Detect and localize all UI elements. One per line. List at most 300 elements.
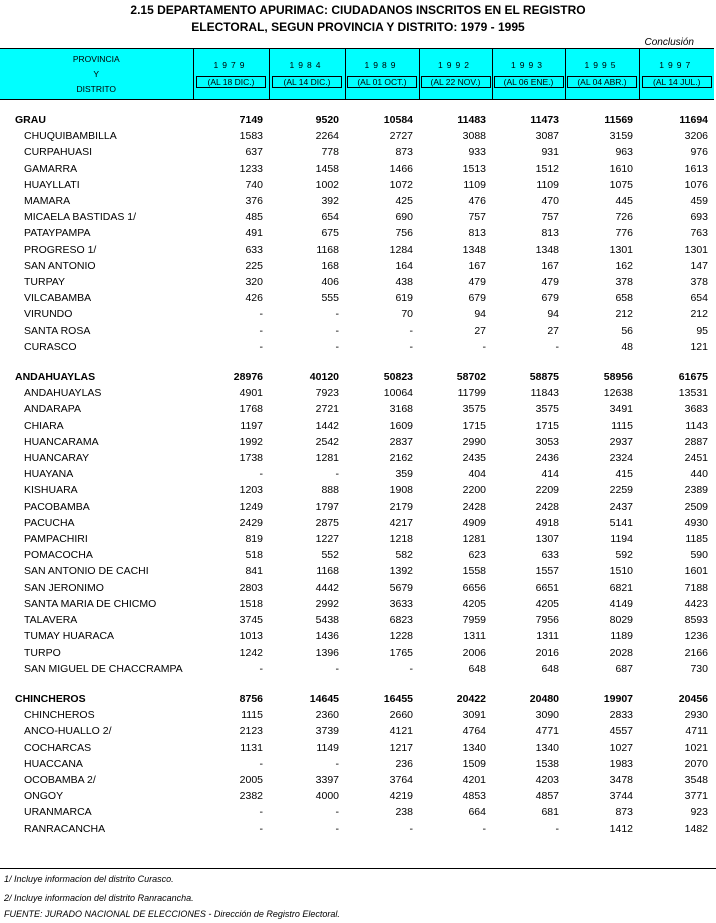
district-value-cell: 1072 — [389, 178, 413, 191]
district-value-cell: 376 — [245, 195, 263, 208]
district-value-cell: 479 — [468, 276, 486, 289]
header-year: 1993 — [511, 60, 546, 70]
empty-cell — [639, 677, 714, 691]
report-title-line-1: 2.15 DEPARTAMENTO APURIMAC: CIUDADANOS INSCRITOS EN EL REGISTRO — [130, 3, 586, 17]
district-row — [0, 612, 714, 628]
district-value-cell: 1458 — [315, 162, 339, 175]
district-value-cell: 1482 — [684, 822, 708, 835]
district-value-cell: 693 — [690, 211, 708, 224]
district-value-cell: 4000 — [315, 790, 339, 803]
district-value-cell: 1518 — [239, 597, 263, 610]
district-value-cell: 479 — [541, 276, 559, 289]
district-value-cell: 1512 — [535, 162, 559, 175]
district-value-cell: 1013 — [239, 630, 263, 643]
district-value-cell: 168 — [321, 259, 339, 272]
district-value-cell: 3159 — [609, 130, 633, 143]
header-date: (AL 14 JUL.) — [642, 76, 712, 88]
district-name: PACUCHA — [24, 516, 75, 529]
district-value-cell: 238 — [395, 806, 413, 819]
header-year-1995 — [565, 49, 639, 100]
district-name: TURPAY — [24, 276, 66, 289]
district-name: ANCO-HUALLO 2/ — [24, 725, 112, 738]
district-value-cell: 1228 — [389, 630, 413, 643]
district-value-cell: 552 — [321, 549, 339, 562]
district-value-cell: 2435 — [462, 452, 486, 465]
empty-cell — [565, 355, 639, 369]
district-value-cell: 48 — [621, 340, 633, 353]
district-value-cell: 1203 — [239, 484, 263, 497]
district-value-cell: 11799 — [457, 387, 486, 400]
district-value-cell: 555 — [321, 292, 339, 305]
district-row — [0, 306, 714, 322]
district-name: TALAVERA — [24, 614, 78, 627]
district-value-cell: 2990 — [462, 435, 486, 448]
district-value-cell: 3683 — [684, 403, 708, 416]
district-name: SANTA ROSA — [24, 324, 91, 337]
district-row — [0, 499, 714, 515]
header-year-1989 — [345, 49, 419, 100]
district-value-cell: 3090 — [535, 709, 559, 722]
district-value-cell: - — [259, 308, 263, 321]
province-name: ANDAHUAYLAS — [15, 371, 96, 384]
district-value-cell: 415 — [615, 468, 633, 481]
district-name: HUANCARAY — [24, 452, 90, 465]
district-value-cell: 4205 — [535, 597, 559, 610]
district-value-cell: 1281 — [315, 452, 339, 465]
district-value-cell: 1109 — [536, 178, 559, 191]
district-value-cell: 623 — [468, 549, 486, 562]
district-value-cell: 2937 — [609, 435, 633, 448]
district-name: RANRACANCHA — [24, 822, 106, 835]
district-row — [0, 177, 714, 193]
province-total-cell: 40120 — [309, 371, 339, 384]
district-value-cell: 2428 — [462, 500, 486, 513]
district-value-cell: 485 — [245, 211, 263, 224]
district-value-cell: 406 — [321, 276, 339, 289]
district-value-cell: 2389 — [684, 484, 708, 497]
header-year-1992 — [419, 49, 492, 100]
district-value-cell: 121 — [690, 340, 708, 353]
empty-cell — [193, 677, 269, 691]
district-value-cell: 12638 — [603, 387, 633, 400]
province-total-cell: 58702 — [456, 371, 486, 384]
district-value-cell: 212 — [615, 308, 633, 321]
district-value-cell: 147 — [690, 259, 708, 272]
province-name: GRAU — [15, 114, 46, 126]
district-value-cell: 2803 — [239, 581, 263, 594]
district-name: COCHARCAS — [24, 741, 92, 754]
district-value-cell: 3548 — [684, 773, 708, 786]
province-total-cell: 7149 — [239, 114, 263, 126]
district-value-cell: 491 — [245, 227, 263, 240]
district-value-cell: 1242 — [239, 646, 263, 659]
district-value-cell: - — [555, 340, 559, 353]
district-value-cell: 1601 — [684, 565, 708, 578]
district-value-cell: 1075 — [609, 178, 633, 191]
district-value-cell: 426 — [245, 292, 263, 305]
district-value-cell: 1340 — [462, 741, 486, 754]
province-total-cell: 10584 — [383, 114, 413, 126]
district-name: SAN MIGUEL DE CHACCRAMPA — [24, 662, 183, 675]
district-value-cell: 2833 — [609, 709, 633, 722]
district-value-cell: 1115 — [611, 419, 633, 432]
header-year-1984 — [269, 49, 345, 100]
district-value-cell: 1442 — [315, 419, 339, 432]
district-value-cell: 582 — [395, 549, 413, 562]
district-value-cell: 4442 — [315, 581, 339, 594]
province-total-cell: 61675 — [678, 371, 708, 384]
district-value-cell: 2436 — [535, 452, 559, 465]
district-value-cell: 4217 — [389, 516, 413, 529]
district-value-cell: - — [335, 822, 339, 835]
district-value-cell: 2992 — [315, 597, 339, 610]
district-value-cell: 813 — [541, 227, 559, 240]
district-value-cell: 675 — [321, 227, 339, 240]
district-row — [0, 804, 714, 820]
district-value-cell: 1197 — [240, 419, 263, 432]
district-value-cell: 976 — [690, 146, 708, 159]
district-name: CHUQUIBAMBILLA — [24, 130, 117, 143]
district-value-cell: 4930 — [684, 516, 708, 529]
district-row — [0, 547, 714, 563]
district-row — [0, 323, 714, 339]
district-value-cell: 1311 — [463, 630, 486, 643]
district-value-cell: 654 — [321, 211, 339, 224]
source-note: FUENTE: JURADO NACIONAL DE ELECCIONES - Dirección de Registro Electoral. — [4, 909, 340, 919]
district-value-cell: - — [335, 324, 339, 337]
district-value-cell: 2005 — [239, 773, 263, 786]
district-row — [0, 756, 714, 772]
district-value-cell: 225 — [245, 259, 263, 272]
district-value-cell: 1249 — [239, 500, 263, 513]
district-row — [0, 144, 714, 160]
district-value-cell: 2006 — [462, 646, 486, 659]
district-value-cell: 320 — [245, 276, 263, 289]
district-value-cell: 1301 — [684, 243, 708, 256]
district-name: HUAYLLATI — [24, 178, 80, 191]
empty-cell — [193, 100, 269, 113]
district-value-cell: 1609 — [389, 419, 413, 432]
district-value-cell: 2451 — [684, 452, 708, 465]
district-row — [0, 339, 714, 355]
district-row — [0, 401, 714, 417]
district-name: SANTA MARIA DE CHICMO — [24, 597, 157, 610]
province-total-cell: 20456 — [678, 692, 708, 705]
district-value-cell: 1908 — [389, 484, 413, 497]
district-value-cell: 4901 — [239, 387, 263, 400]
district-value-cell: 1538 — [535, 757, 559, 770]
district-value-cell: 726 — [615, 211, 633, 224]
district-value-cell: 1194 — [610, 533, 633, 546]
district-value-cell: 2727 — [389, 130, 413, 143]
district-value-cell: 757 — [541, 211, 559, 224]
district-value-cell: 2200 — [462, 484, 486, 497]
district-value-cell: 3771 — [684, 790, 708, 803]
district-name: SAN ANTONIO — [24, 259, 96, 272]
empty-cell — [0, 100, 193, 113]
district-value-cell: 4771 — [535, 725, 559, 738]
district-value-cell: - — [482, 822, 486, 835]
district-name: CURPAHUASI — [24, 146, 93, 159]
district-name: POMACOCHA — [24, 549, 93, 562]
district-value-cell: - — [409, 822, 413, 835]
header-year-1997 — [639, 49, 714, 100]
district-value-cell: 13531 — [678, 387, 708, 400]
district-name: PACOBAMBA — [24, 500, 90, 513]
header-date: (AL 01 OCT.) — [347, 76, 417, 88]
district-value-cell: 8593 — [684, 614, 708, 627]
district-value-cell: 4853 — [462, 790, 486, 803]
district-value-cell: 7188 — [684, 581, 708, 594]
district-value-cell: 3764 — [389, 773, 413, 786]
district-row — [0, 596, 714, 612]
district-value-cell: 1983 — [609, 757, 633, 770]
district-value-cell: - — [259, 806, 263, 819]
empty-cell — [492, 100, 565, 113]
footnote-1: 1/ Incluye informacion del distrito Curasco. — [4, 874, 174, 884]
district-row — [0, 466, 714, 482]
district-value-cell: 2382 — [239, 790, 263, 803]
district-row — [0, 723, 714, 739]
empty-cell — [0, 355, 193, 369]
empty-cell — [565, 677, 639, 691]
district-value-cell: - — [555, 822, 559, 835]
district-value-cell: 2542 — [315, 435, 339, 448]
district-value-cell: 7923 — [315, 387, 339, 400]
district-value-cell: 1227 — [315, 533, 339, 546]
empty-cell — [0, 677, 193, 691]
header-province-label: PROVINCIA — [72, 53, 120, 64]
district-name: ANDAHUAYLAS — [24, 387, 102, 400]
district-value-cell: 2837 — [389, 435, 413, 448]
district-value-cell: 1149 — [316, 741, 339, 754]
district-value-cell: 8029 — [609, 614, 633, 627]
district-value-cell: 359 — [395, 468, 413, 481]
district-value-cell: 664 — [468, 806, 486, 819]
district-value-cell: 740 — [245, 178, 263, 191]
district-value-cell: 933 — [468, 146, 486, 159]
district-value-cell: 1557 — [535, 565, 559, 578]
district-row — [0, 661, 714, 677]
district-name: TURPO — [24, 646, 61, 659]
empty-cell — [419, 355, 492, 369]
district-value-cell: 392 — [321, 195, 339, 208]
district-value-cell: 7959 — [462, 614, 486, 627]
district-value-cell: 3206 — [684, 130, 708, 143]
district-value-cell: 1131 — [240, 741, 263, 754]
province-total-cell: 11483 — [457, 114, 486, 126]
district-value-cell: - — [259, 822, 263, 835]
district-row — [0, 482, 714, 498]
district-name: URANMARCA — [24, 806, 92, 819]
header-date: (AL 04 ABR.) — [567, 76, 637, 88]
district-value-cell: 1284 — [389, 243, 413, 256]
district-row — [0, 563, 714, 579]
header-province-district — [0, 49, 193, 100]
district-value-cell: 404 — [468, 468, 486, 481]
district-value-cell: 1738 — [239, 452, 263, 465]
province-total-cell: 28976 — [233, 371, 263, 384]
province-total-cell: 58875 — [529, 371, 559, 384]
district-value-cell: 3168 — [389, 403, 413, 416]
district-value-cell: 1412 — [609, 822, 633, 835]
district-value-cell: 167 — [541, 259, 559, 272]
district-name: OCOBAMBA 2/ — [24, 773, 96, 786]
table-header-row — [0, 49, 714, 100]
district-value-cell: 414 — [541, 468, 559, 481]
district-value-cell: 592 — [615, 549, 633, 562]
district-name: SAN ANTONIO DE CACHI — [24, 565, 149, 578]
district-value-cell: 1513 — [462, 162, 486, 175]
district-row — [0, 193, 714, 209]
district-value-cell: 1233 — [239, 162, 263, 175]
district-value-cell: 2428 — [535, 500, 559, 513]
district-value-cell: 2509 — [684, 500, 708, 513]
footer-rule — [0, 868, 716, 869]
district-value-cell: 3739 — [315, 725, 339, 738]
district-value-cell: 813 — [468, 227, 486, 240]
district-name: VIRUNDO — [24, 308, 73, 321]
district-value-cell: 776 — [615, 227, 633, 240]
district-value-cell: 3745 — [239, 614, 263, 627]
district-value-cell: 619 — [395, 292, 413, 305]
district-value-cell: 70 — [401, 308, 413, 321]
district-row — [0, 531, 714, 547]
district-value-cell: 476 — [468, 195, 486, 208]
district-value-cell: 2721 — [315, 403, 339, 416]
district-value-cell: 27 — [474, 324, 486, 337]
empty-cell — [345, 677, 419, 691]
district-value-cell: 1311 — [536, 630, 559, 643]
district-value-cell: 425 — [395, 195, 413, 208]
district-value-cell: 1509 — [462, 757, 486, 770]
district-value-cell: 1115 — [241, 709, 263, 722]
province-row — [0, 112, 714, 128]
district-value-cell: 648 — [541, 662, 559, 675]
district-value-cell: 2179 — [389, 500, 413, 513]
district-row — [0, 434, 714, 450]
district-value-cell: 4149 — [609, 597, 633, 610]
empty-cell — [639, 355, 714, 369]
empty-cell — [639, 100, 714, 113]
district-value-cell: 1218 — [389, 533, 413, 546]
district-value-cell: 633 — [541, 549, 559, 562]
district-row — [0, 418, 714, 434]
header-and-label: Y — [93, 68, 100, 79]
district-row — [0, 788, 714, 804]
district-value-cell: - — [259, 468, 263, 481]
district-value-cell: 690 — [395, 211, 413, 224]
district-row — [0, 225, 714, 241]
district-row — [0, 242, 714, 258]
district-value-cell: 4219 — [389, 790, 413, 803]
district-value-cell: 2264 — [315, 130, 339, 143]
province-row — [0, 691, 714, 707]
district-value-cell: 2162 — [389, 452, 413, 465]
district-value-cell: 11843 — [530, 387, 559, 400]
header-year: 1984 — [289, 60, 325, 70]
district-row — [0, 580, 714, 596]
continuation-label: Conclusión — [644, 37, 694, 48]
district-value-cell: 56 — [621, 324, 633, 337]
district-value-cell: 679 — [468, 292, 486, 305]
province-row — [0, 369, 714, 385]
district-value-cell: 2887 — [684, 435, 708, 448]
empty-cell — [269, 100, 345, 113]
province-total-cell: 50823 — [383, 371, 413, 384]
district-value-cell: 4121 — [389, 725, 413, 738]
district-value-cell: 4764 — [462, 725, 486, 738]
district-value-cell: 95 — [696, 324, 708, 337]
district-name: PROGRESO 1/ — [24, 243, 97, 256]
district-value-cell: 1217 — [389, 741, 413, 754]
district-name: VILCABAMBA — [24, 292, 92, 305]
district-value-cell: 2360 — [315, 709, 339, 722]
district-row — [0, 628, 714, 644]
district-value-cell: 1992 — [239, 435, 263, 448]
district-value-cell: 2123 — [239, 725, 263, 738]
district-value-cell: 1610 — [609, 162, 633, 175]
district-value-cell: 648 — [468, 662, 486, 675]
district-row — [0, 450, 714, 466]
header-year: 1979 — [213, 60, 249, 70]
district-value-cell: 819 — [245, 533, 263, 546]
header-date: (AL 06 ENE.) — [494, 76, 564, 88]
district-name: PATAYPAMPA — [24, 227, 91, 240]
header-year-1979 — [193, 49, 269, 100]
district-name: SAN JERONIMO — [24, 581, 104, 594]
voters-table — [0, 48, 714, 837]
district-value-cell: 1613 — [684, 162, 708, 175]
district-value-cell: 2209 — [535, 484, 559, 497]
district-name: CHIARA — [24, 419, 64, 432]
district-value-cell: 3397 — [315, 773, 339, 786]
district-value-cell: 5141 — [609, 516, 633, 529]
district-value-cell: 2028 — [609, 646, 633, 659]
district-value-cell: - — [335, 340, 339, 353]
district-value-cell: 1348 — [462, 243, 486, 256]
district-value-cell: 757 — [468, 211, 486, 224]
district-value-cell: 1715 — [535, 419, 559, 432]
district-value-cell: 2016 — [535, 646, 559, 659]
province-total-cell: 11569 — [604, 114, 633, 126]
district-value-cell: 470 — [541, 195, 559, 208]
district-value-cell: 4857 — [535, 790, 559, 803]
district-value-cell: 4201 — [462, 773, 486, 786]
province-total-cell: 19907 — [603, 692, 633, 705]
district-value-cell: 1348 — [535, 243, 559, 256]
district-value-cell: 27 — [547, 324, 559, 337]
province-total-cell: 16455 — [383, 692, 413, 705]
district-value-cell: 2930 — [684, 709, 708, 722]
district-name: MAMARA — [24, 195, 71, 208]
district-value-cell: 1466 — [389, 162, 413, 175]
district-value-cell: 1189 — [610, 630, 633, 643]
district-value-cell: 162 — [615, 259, 633, 272]
empty-cell — [269, 355, 345, 369]
district-value-cell: 2660 — [389, 709, 413, 722]
district-value-cell: 756 — [395, 227, 413, 240]
district-value-cell: 2875 — [315, 516, 339, 529]
district-value-cell: 1076 — [684, 178, 708, 191]
district-value-cell: 1185 — [685, 533, 708, 546]
province-total-cell: 14645 — [309, 692, 339, 705]
district-value-cell: 5438 — [315, 614, 339, 627]
district-value-cell: - — [335, 468, 339, 481]
district-row — [0, 707, 714, 723]
district-name: GAMARRA — [24, 162, 78, 175]
district-value-cell: 1307 — [535, 533, 559, 546]
